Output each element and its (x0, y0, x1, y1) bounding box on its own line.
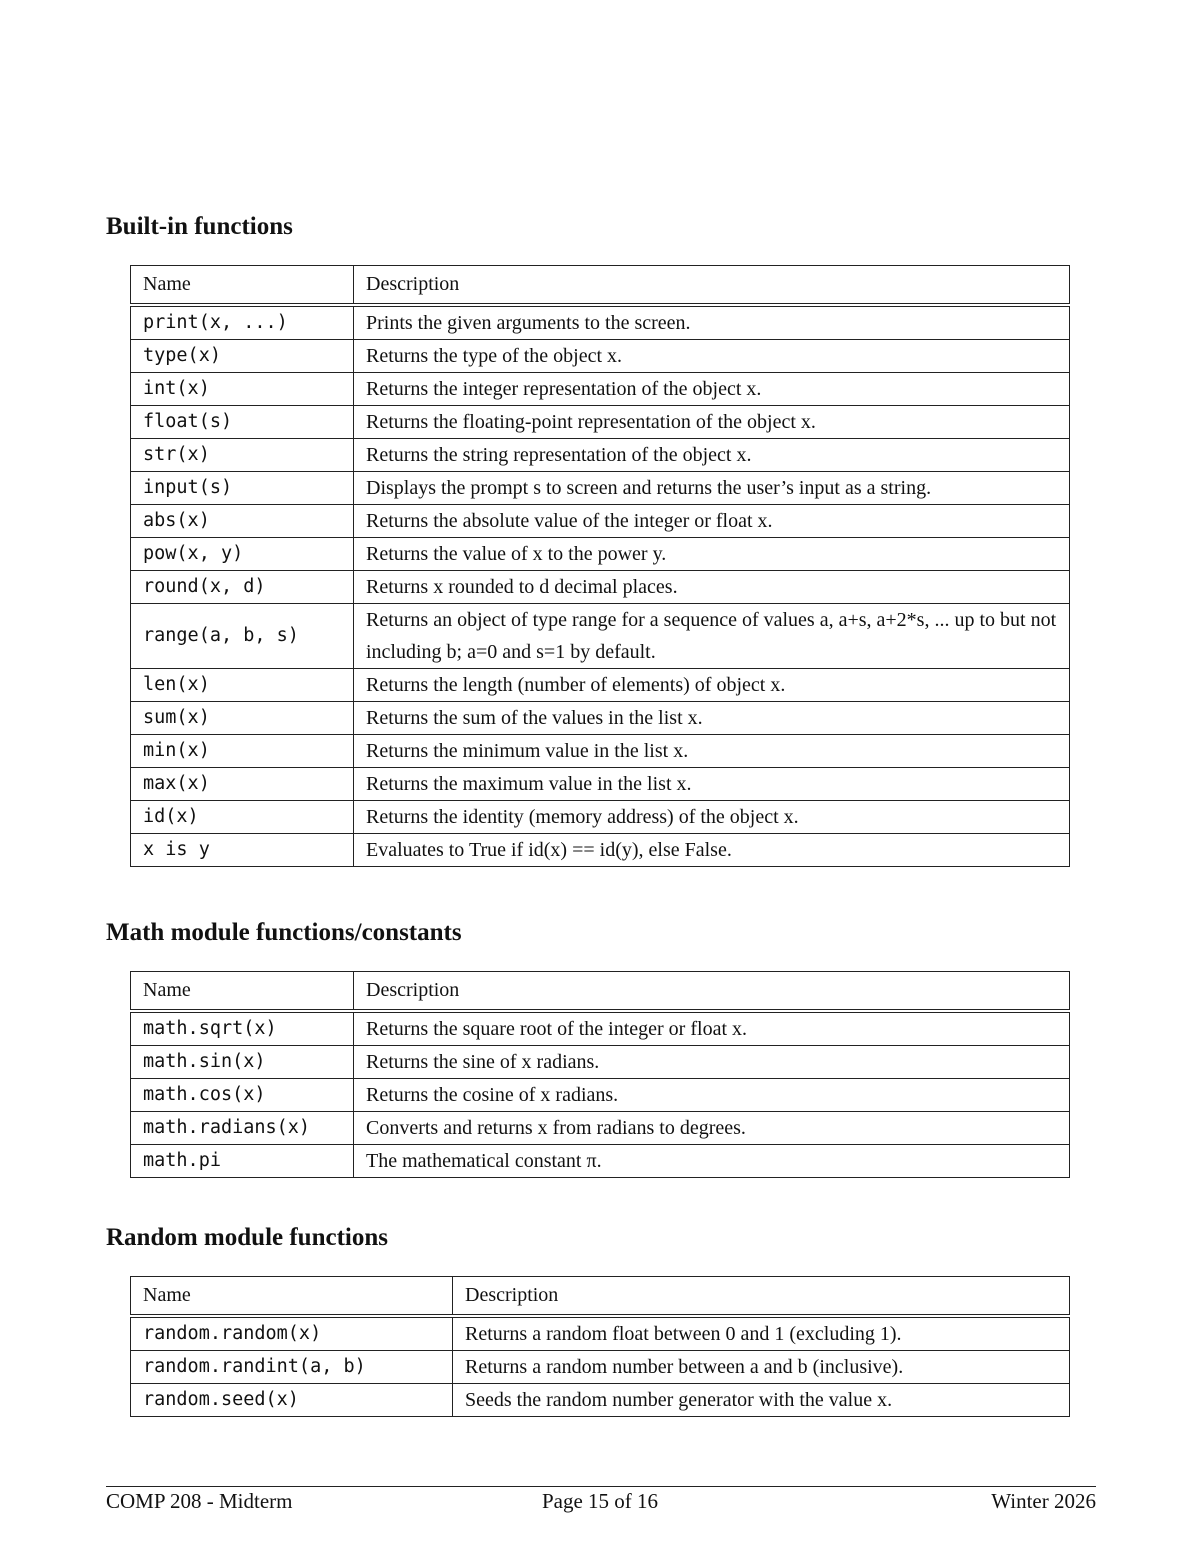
function-name: round(x, d) (131, 571, 354, 604)
function-description: Returns the square root of the integer or float x. (354, 1011, 1070, 1046)
table-row (131, 406, 1070, 439)
table-row (131, 571, 1070, 604)
table-row (131, 472, 1070, 505)
table-row (131, 538, 1070, 571)
footer-course: COMP 208 - Midterm (106, 1489, 293, 1513)
function-name: abs(x) (131, 505, 354, 538)
function-name: id(x) (131, 801, 354, 834)
function-name: float(s) (131, 406, 354, 439)
function-name: str(x) (131, 439, 354, 472)
function-name: int(x) (131, 373, 354, 406)
function-description: Returns the cosine of x radians. (354, 1079, 1070, 1112)
function-description: Returns an object of type range for a sequence of values a, a+s, a+2*s, ... up to but not including b; a=0 and s=1 by default. (354, 604, 1070, 669)
table-row (131, 1316, 1070, 1351)
function-name: math.radians(x) (131, 1112, 354, 1145)
function-name: random.seed(x) (131, 1384, 453, 1417)
table-row (131, 1046, 1070, 1079)
function-name: input(s) (131, 472, 354, 505)
function-name: math.sqrt(x) (131, 1011, 354, 1046)
function-description: Returns a random float between 0 and 1 (excluding 1). (453, 1316, 1070, 1351)
table-row (131, 340, 1070, 373)
function-description: Converts and returns x from radians to degrees. (354, 1112, 1070, 1145)
function-description: Returns the maximum value in the list x. (354, 768, 1070, 801)
table-header-row (131, 266, 1070, 306)
function-name: random.randint(a, b) (131, 1351, 453, 1384)
table-row (131, 505, 1070, 538)
function-name: max(x) (131, 768, 354, 801)
header-name: Name (131, 266, 354, 306)
section-title-builtin: Built-in functions (106, 213, 293, 240)
function-description: Returns x rounded to d decimal places. (354, 571, 1070, 604)
function-name: math.sin(x) (131, 1046, 354, 1079)
table-row (131, 604, 1070, 669)
table-row (131, 1112, 1070, 1145)
function-name: print(x, ...) (131, 305, 354, 340)
function-description: Seeds the random number generator with the value x. (453, 1384, 1070, 1417)
header-description: Description (453, 1277, 1070, 1317)
function-description: Prints the given arguments to the screen. (354, 305, 1070, 340)
table-row (131, 439, 1070, 472)
footer-page-number: Page 15 of 16 (541, 1489, 659, 1513)
function-description: Returns a random number between a and b (inclusive). (453, 1351, 1070, 1384)
table-row (131, 1384, 1070, 1417)
table-row (131, 1145, 1070, 1178)
function-name: x is y (131, 834, 354, 867)
function-name: math.pi (131, 1145, 354, 1178)
table-row (131, 768, 1070, 801)
table-header-row (131, 972, 1070, 1012)
function-description: Returns the sine of x radians. (354, 1046, 1070, 1079)
table-row (131, 1079, 1070, 1112)
table-header-row (131, 1277, 1070, 1317)
function-description: Returns the minimum value in the list x. (354, 735, 1070, 768)
function-name: range(a, b, s) (131, 604, 354, 669)
function-name: min(x) (131, 735, 354, 768)
function-description: Evaluates to True if id(x) == id(y), else False. (354, 834, 1070, 867)
function-name: type(x) (131, 340, 354, 373)
table-row (131, 834, 1070, 867)
header-description: Description (354, 266, 1070, 306)
table-row (131, 669, 1070, 702)
function-name: random.random(x) (131, 1316, 453, 1351)
header-description: Description (354, 972, 1070, 1012)
function-name: math.cos(x) (131, 1079, 354, 1112)
math-functions-table (130, 971, 1070, 1178)
function-name: pow(x, y) (131, 538, 354, 571)
table-row (131, 373, 1070, 406)
function-name: sum(x) (131, 702, 354, 735)
function-description: Returns the sum of the values in the list x. (354, 702, 1070, 735)
function-description: Displays the prompt s to screen and returns the user’s input as a string. (354, 472, 1070, 505)
function-description: Returns the floating-point representation of the object x. (354, 406, 1070, 439)
function-description: Returns the value of x to the power y. (354, 538, 1070, 571)
section-title-random: Random module functions (106, 1224, 388, 1251)
function-description: Returns the identity (memory address) of the object x. (354, 801, 1070, 834)
function-description: The mathematical constant π. (354, 1145, 1070, 1178)
header-name: Name (131, 972, 354, 1012)
random-functions-table (130, 1276, 1070, 1417)
table-row (131, 801, 1070, 834)
function-description: Returns the string representation of the object x. (354, 439, 1070, 472)
function-description: Returns the integer representation of the object x. (354, 373, 1070, 406)
table-row (131, 1011, 1070, 1046)
table-row (131, 1351, 1070, 1384)
header-name: Name (131, 1277, 453, 1317)
function-description: Returns the type of the object x. (354, 340, 1070, 373)
section-title-math: Math module functions/constants (106, 919, 462, 946)
function-description: Returns the absolute value of the integer or float x. (354, 505, 1070, 538)
function-name: len(x) (131, 669, 354, 702)
function-description: Returns the length (number of elements) of object x. (354, 669, 1070, 702)
table-row (131, 702, 1070, 735)
builtin-functions-table (130, 265, 1070, 867)
table-row (131, 735, 1070, 768)
table-row (131, 305, 1070, 340)
footer-term: Winter 2026 (991, 1489, 1096, 1513)
